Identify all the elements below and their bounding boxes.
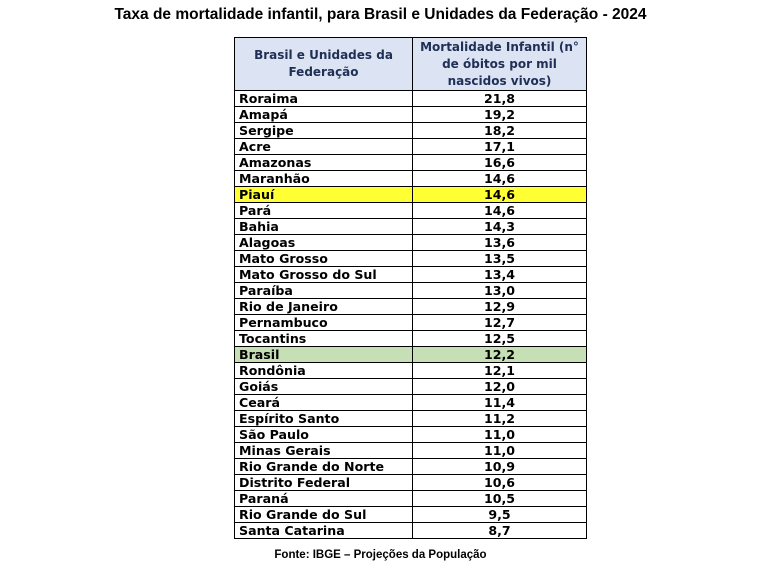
region-name-cell: Piauí (235, 187, 413, 203)
table-body (235, 91, 587, 539)
region-name-cell: Espírito Santo (235, 411, 413, 427)
region-name-cell: Acre (235, 139, 413, 155)
table-row (235, 363, 587, 379)
table-row (235, 283, 587, 299)
column-header-mortality: Mortalidade Infantil (n° de óbitos por mil nascidos vivos) (413, 38, 587, 91)
region-name-cell: Amazonas (235, 155, 413, 171)
mortality-value-cell: 14,6 (413, 171, 587, 187)
region-name-cell: Paraná (235, 491, 413, 507)
source-note: Fonte: IBGE – Projeções da População (274, 549, 487, 561)
region-name-cell: Sergipe (235, 123, 413, 139)
table-row (235, 379, 587, 395)
mortality-value-cell: 14,3 (413, 219, 587, 235)
mortality-table (234, 37, 587, 539)
table-row (235, 203, 587, 219)
mortality-value-cell: 18,2 (413, 123, 587, 139)
table-row (235, 219, 587, 235)
mortality-value-cell: 13,5 (413, 251, 587, 267)
region-name-cell: Alagoas (235, 235, 413, 251)
region-name-cell: Pernambuco (235, 315, 413, 331)
mortality-value-cell: 14,6 (413, 203, 587, 219)
table-row (235, 315, 587, 331)
region-name-cell: São Paulo (235, 427, 413, 443)
mortality-value-cell: 9,5 (413, 507, 587, 523)
mortality-value-cell: 8,7 (413, 523, 587, 539)
mortality-value-cell: 17,1 (413, 139, 587, 155)
mortality-value-cell: 13,4 (413, 267, 587, 283)
region-name-cell: Rio de Janeiro (235, 299, 413, 315)
region-name-cell: Tocantins (235, 331, 413, 347)
mortality-value-cell: 10,5 (413, 491, 587, 507)
table-row (235, 475, 587, 491)
region-name-cell: Distrito Federal (235, 475, 413, 491)
region-name-cell: Mato Grosso (235, 251, 413, 267)
table-row (235, 459, 587, 475)
mortality-value-cell: 13,6 (413, 235, 587, 251)
table-row (235, 427, 587, 443)
table-row (235, 347, 587, 363)
mortality-value-cell: 12,7 (413, 315, 587, 331)
table-container (234, 37, 587, 539)
mortality-value-cell: 12,2 (413, 347, 587, 363)
mortality-value-cell: 11,0 (413, 427, 587, 443)
table-row (235, 171, 587, 187)
mortality-value-cell: 11,0 (413, 443, 587, 459)
table-row (235, 91, 587, 107)
mortality-value-cell: 11,4 (413, 395, 587, 411)
table-row (235, 139, 587, 155)
mortality-value-cell: 21,8 (413, 91, 587, 107)
mortality-value-cell: 19,2 (413, 107, 587, 123)
region-name-cell: Rio Grande do Norte (235, 459, 413, 475)
mortality-value-cell: 16,6 (413, 155, 587, 171)
region-name-cell: Bahia (235, 219, 413, 235)
table-row (235, 267, 587, 283)
mortality-value-cell: 12,1 (413, 363, 587, 379)
region-name-cell: Pará (235, 203, 413, 219)
region-name-cell: Minas Gerais (235, 443, 413, 459)
table-row (235, 235, 587, 251)
mortality-value-cell: 12,0 (413, 379, 587, 395)
table-row (235, 331, 587, 347)
region-name-cell: Goiás (235, 379, 413, 395)
mortality-value-cell: 13,0 (413, 283, 587, 299)
region-name-cell: Paraíba (235, 283, 413, 299)
mortality-value-cell: 14,6 (413, 187, 587, 203)
table-row (235, 523, 587, 539)
mortality-value-cell: 11,2 (413, 411, 587, 427)
table-row (235, 507, 587, 523)
mortality-value-cell: 12,9 (413, 299, 587, 315)
table-row (235, 411, 587, 427)
region-name-cell: Roraima (235, 91, 413, 107)
mortality-value-cell: 12,5 (413, 331, 587, 347)
table-header-row (235, 38, 587, 91)
region-name-cell: Amapá (235, 107, 413, 123)
chart-title: Taxa de mortalidade infantil, para Brasil e Unidades da Federação - 2024 (114, 6, 647, 23)
table-row (235, 155, 587, 171)
column-header-region: Brasil e Unidades da Federação (235, 38, 413, 91)
mortality-value-cell: 10,9 (413, 459, 587, 475)
table-row (235, 395, 587, 411)
table-row (235, 491, 587, 507)
table-row (235, 187, 587, 203)
table-row (235, 251, 587, 267)
region-name-cell: Brasil (235, 347, 413, 363)
region-name-cell: Maranhão (235, 171, 413, 187)
table-row (235, 107, 587, 123)
region-name-cell: Rondônia (235, 363, 413, 379)
region-name-cell: Rio Grande do Sul (235, 507, 413, 523)
region-name-cell: Ceará (235, 395, 413, 411)
region-name-cell: Santa Catarina (235, 523, 413, 539)
mortality-value-cell: 10,6 (413, 475, 587, 491)
table-row (235, 123, 587, 139)
region-name-cell: Mato Grosso do Sul (235, 267, 413, 283)
table-row (235, 299, 587, 315)
table-row (235, 443, 587, 459)
